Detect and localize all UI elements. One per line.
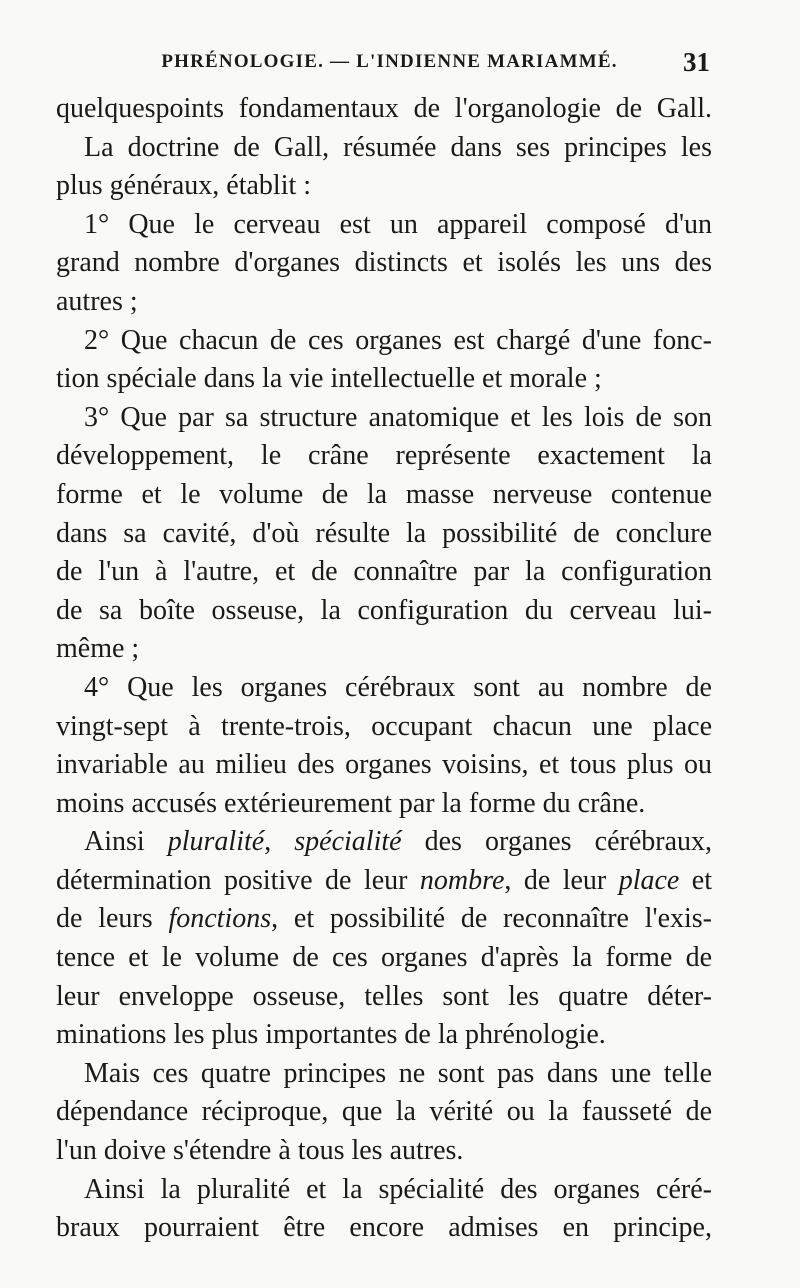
text-line-italic-terms: détermination positive de leur nombre, de leur place et bbox=[56, 864, 712, 896]
running-header bbox=[56, 44, 710, 80]
text-line: Ainsi la pluralité et la spécialité des organes céré- bbox=[84, 1173, 712, 1205]
text-line-italic-terms: de leurs fonctions, et possibilité de reconnaître l'exis- bbox=[56, 903, 713, 935]
text-line: 1° Que le cerveau est un appareil composé d'un bbox=[84, 208, 712, 240]
text-line: dépendance réciproque, que la vérité ou la fausseté de bbox=[56, 1096, 712, 1128]
text-line: Mais ces quatre principes ne sont pas dans une telle bbox=[84, 1057, 712, 1089]
italic-term: spécialité bbox=[294, 826, 402, 858]
italic-term: place bbox=[618, 864, 680, 896]
text-line: moins accusés extérieurement par la forme du crâne. bbox=[56, 787, 646, 819]
text-line: dans sa cavité, d'où résulte la possibilité de conclure bbox=[56, 517, 712, 549]
text-line: leur enveloppe osseuse, telles sont les quatre déter- bbox=[56, 980, 712, 1012]
text-line: 2° Que chacun de ces organes est chargé d'une fonc- bbox=[84, 324, 712, 356]
text-line: vingt-sept à trente-trois, occupant chacun une place bbox=[56, 710, 712, 742]
text-line: développement, le crâne représente exactement la bbox=[56, 440, 712, 472]
page-number: 31 bbox=[683, 46, 710, 77]
text-line: quelquespoints fondamentaux de l'organologie de Gall. bbox=[56, 93, 712, 124]
text-line: minations les plus importantes de la phrénologie. bbox=[56, 1019, 606, 1051]
body-text bbox=[56, 90, 712, 1248]
text-line-italic-terms: Ainsi pluralité, spécialité des organes cérébraux, bbox=[84, 826, 712, 858]
italic-term: nombre bbox=[419, 864, 505, 896]
text-line: braux pourraient être encore admises en principe, bbox=[56, 1212, 712, 1244]
text-line: même ; bbox=[56, 633, 140, 665]
text-line: tion spéciale dans la vie intellectuelle et morale ; bbox=[56, 363, 602, 395]
text-line: forme et le volume de la masse nerveuse contenue bbox=[56, 478, 712, 510]
text-line: 3° Que par sa structure anatomique et les lois de son bbox=[84, 401, 712, 433]
italic-term: pluralité bbox=[167, 826, 265, 858]
text-line: grand nombre d'organes distincts et isolés les uns des bbox=[56, 247, 712, 279]
text-line: de sa boîte osseuse, la configuration du cerveau lui- bbox=[56, 594, 712, 626]
text-line: 4° Que les organes cérébraux sont au nombre de bbox=[84, 671, 712, 703]
text-line: de l'un à l'autre, et de connaître par la configuration bbox=[56, 556, 712, 588]
text-line: La doctrine de Gall, résumée dans ses principes les bbox=[84, 131, 712, 163]
running-title: PHRÉNOLOGIE. — L'INDIENNE MARIAMMÉ. bbox=[161, 51, 618, 72]
text-line: autres ; bbox=[56, 285, 138, 317]
text-line: l'un doive s'étendre à tous les autres. bbox=[56, 1135, 464, 1167]
italic-term: fonctions bbox=[168, 903, 272, 935]
text-line: invariable au milieu des organes voisins, et tous plus ou bbox=[56, 749, 712, 781]
text-line: tence et le volume de ces organes d'après la forme de bbox=[56, 942, 712, 974]
text-line: plus généraux, établit : bbox=[56, 170, 312, 202]
